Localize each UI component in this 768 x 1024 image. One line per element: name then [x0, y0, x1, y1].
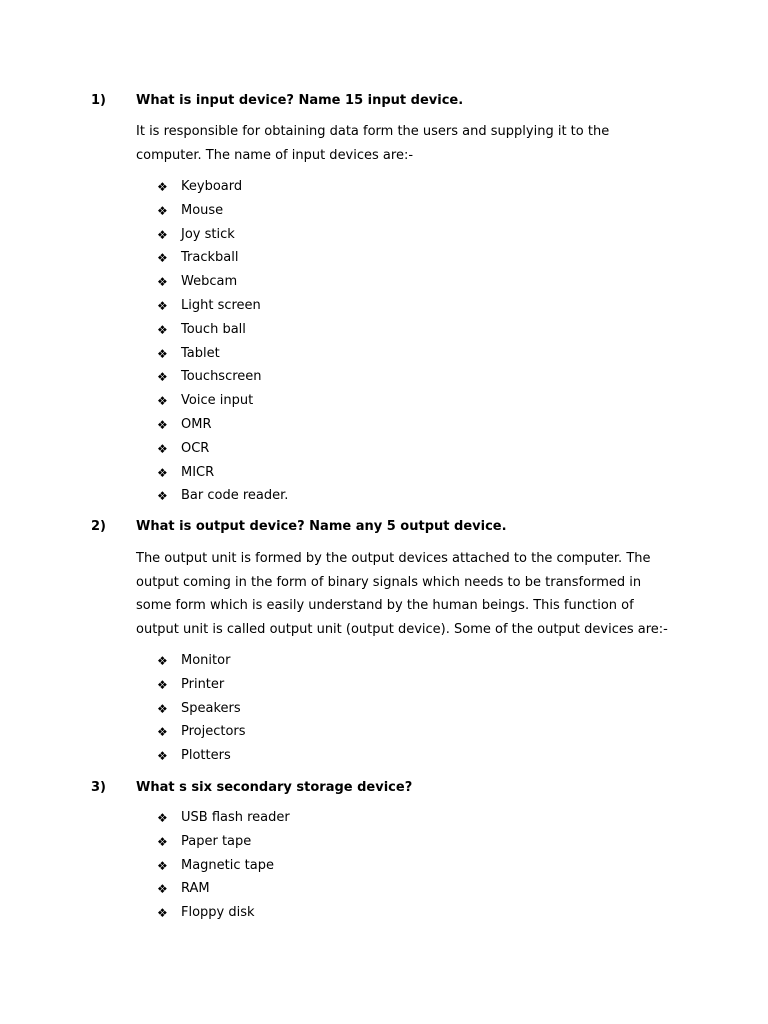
list-item-text: Speakers [181, 700, 241, 716]
list-item-text: Light screen [181, 297, 261, 313]
list-item-text: MICR [181, 464, 215, 480]
list-item [0, 650, 768, 674]
bullet-icon: ❖ [157, 701, 168, 716]
question-3-list [0, 807, 768, 926]
paragraph-line: some form which is easily understand by the human beings. This function of [136, 598, 634, 613]
list-item-text: Trackball [181, 250, 239, 266]
bullet-icon: ❖ [157, 489, 168, 504]
question-title: What is input device? Name 15 input device. [136, 93, 464, 108]
list-item [0, 390, 768, 414]
bullet-icon: ❖ [157, 251, 168, 266]
list-item [0, 176, 768, 200]
list-item-text: Touch ball [181, 321, 246, 337]
list-item [0, 438, 768, 462]
question-2-list [0, 650, 768, 769]
list-item [0, 200, 768, 224]
list-item [0, 295, 768, 319]
list-item-text: Plotters [181, 748, 231, 764]
bullet-icon: ❖ [157, 725, 168, 740]
list-item-text: Joy stick [181, 226, 235, 242]
list-item-text: Webcam [181, 274, 238, 290]
bullet-icon: ❖ [157, 906, 168, 921]
list-item-text: Tablet [181, 345, 220, 361]
list-item-text: OCR [181, 440, 210, 456]
list-item-text: USB flash reader [181, 810, 290, 825]
list-item-text: Magnetic tape [181, 857, 274, 873]
paragraph-line: It is responsible for obtaining data form the users and supplying it to the [136, 124, 610, 139]
list-item [0, 698, 768, 722]
list-item-text: Bar code reader. [181, 488, 289, 504]
list-item [0, 343, 768, 367]
list-item [0, 366, 768, 390]
bullet-icon: ❖ [157, 749, 168, 764]
question-number: 1) [91, 93, 106, 108]
paragraph-line: output unit is called output unit (output device). Some of the output devices are:- [136, 621, 668, 637]
list-item-text: Projectors [181, 724, 246, 740]
list-item-text: Touchscreen [181, 369, 262, 385]
list-item [0, 902, 768, 926]
list-item [0, 271, 768, 295]
bullet-icon: ❖ [157, 811, 168, 825]
bullet-icon: ❖ [157, 834, 168, 849]
question-title: What is output device? Name any 5 output device. [136, 519, 507, 534]
list-item [0, 855, 768, 879]
list-item-text: Voice input [181, 393, 254, 409]
list-item-text: RAM [181, 881, 210, 897]
paragraph-line: The output unit is formed by the output devices attached to the computer. The [136, 551, 651, 566]
list-item-text: Printer [181, 676, 225, 692]
list-item-text: Mouse [181, 202, 224, 218]
question-number: 3) [91, 780, 106, 795]
list-item [0, 224, 768, 248]
question-1-heading [0, 91, 768, 111]
list-item [0, 878, 768, 902]
paragraph-line: output coming in the form of binary signals which needs to be transformed in [136, 574, 642, 590]
bullet-icon: ❖ [157, 654, 168, 668]
bullet-icon: ❖ [157, 180, 168, 194]
list-item [0, 414, 768, 438]
bullet-icon: ❖ [157, 858, 168, 873]
bullet-icon: ❖ [157, 677, 168, 692]
question-2-paragraph [136, 547, 696, 641]
question-3-heading [0, 778, 768, 798]
bullet-icon: ❖ [157, 465, 168, 480]
list-item [0, 674, 768, 698]
list-item-text: Keyboard [181, 179, 243, 194]
list-item [0, 485, 768, 509]
list-item-text: OMR [181, 416, 212, 432]
question-number: 2) [91, 519, 106, 534]
bullet-icon: ❖ [157, 882, 168, 897]
bullet-icon: ❖ [157, 370, 168, 385]
bullet-icon: ❖ [157, 394, 168, 409]
question-title: What s six secondary storage device? [136, 780, 413, 795]
list-item [0, 721, 768, 745]
bullet-icon: ❖ [157, 441, 168, 456]
paragraph-line: computer. The name of input devices are:- [136, 147, 414, 163]
list-item [0, 247, 768, 271]
list-item [0, 462, 768, 486]
bullet-icon: ❖ [157, 298, 168, 313]
list-item-text: Floppy disk [181, 905, 255, 921]
bullet-icon: ❖ [157, 227, 168, 242]
list-item [0, 831, 768, 855]
bullet-icon: ❖ [157, 346, 168, 361]
bullet-icon: ❖ [157, 203, 168, 218]
bullet-icon: ❖ [157, 417, 168, 432]
list-item [0, 319, 768, 343]
list-item [0, 745, 768, 769]
list-item-text: Monitor [181, 653, 231, 668]
list-item [0, 807, 768, 831]
question-1-paragraph [136, 120, 696, 167]
bullet-icon: ❖ [157, 275, 168, 290]
question-2-heading [0, 517, 768, 537]
list-item-text: Paper tape [181, 833, 252, 849]
bullet-icon: ❖ [157, 322, 168, 337]
question-1-list [0, 176, 768, 509]
